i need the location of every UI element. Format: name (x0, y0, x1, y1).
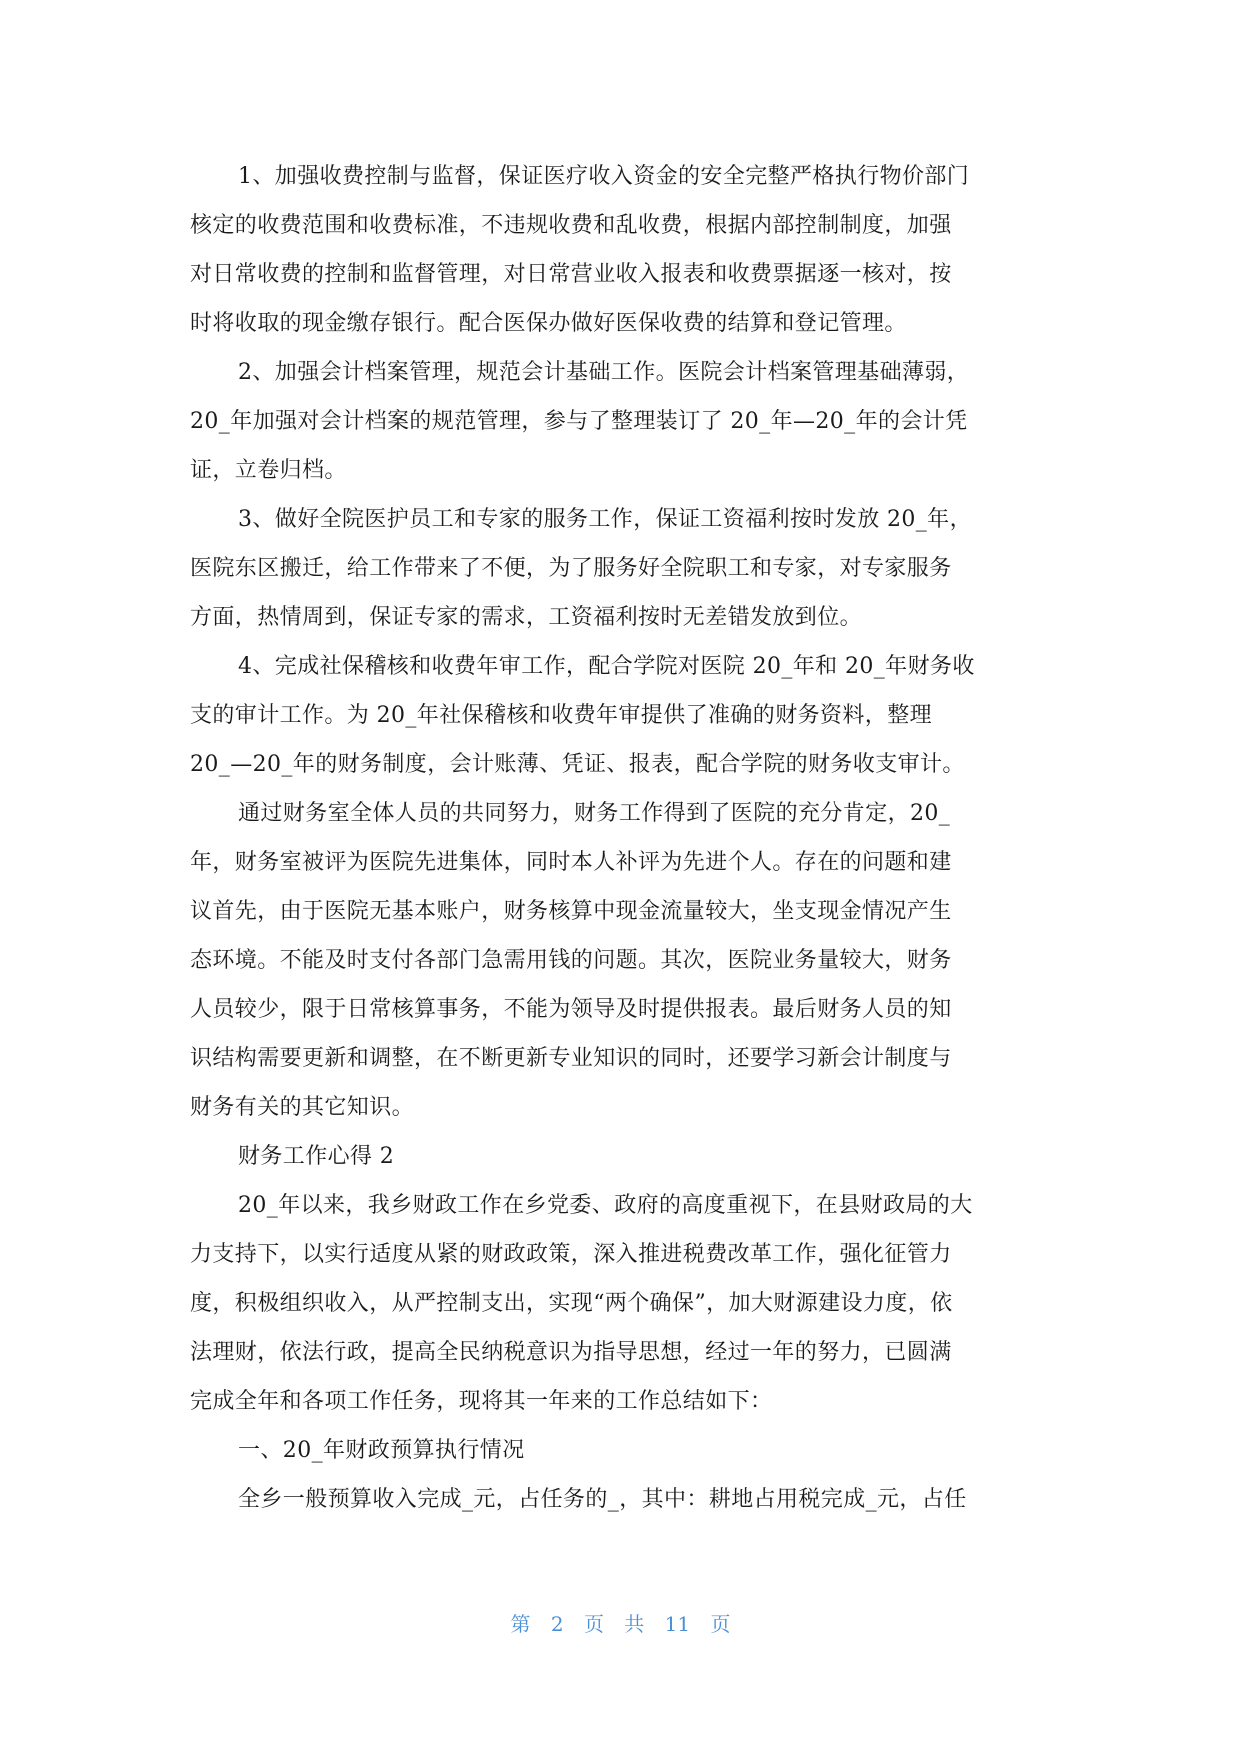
text-line: 时将收取的现金缴存银行。配合医保办做好医保收费的结算和登记管理。 (190, 311, 907, 336)
text-line: 1、加强收费控制与监督，保证医疗收入资金的安全完整严格执行物价部门 (238, 164, 970, 189)
text-line: 20_年加强对会计档案的规范管理，参与了整理装订了 20_年—20_年的会计凭 (190, 409, 968, 434)
text-line: 20_年以来，我乡财政工作在乡党委、政府的高度重视下，在县财政局的大 (238, 1193, 973, 1218)
text-line: 财务有关的其它知识。 (190, 1095, 415, 1120)
text-line: 态环境。不能及时支付各部门急需用钱的问题。其次，医院业务量较大，财务 (190, 948, 952, 973)
text-line: 医院东区搬迁，给工作带来了不便，为了服务好全院职工和专家，对专家服务 (190, 556, 952, 581)
text-line: 3、做好全院医护员工和专家的服务工作，保证工资福利按时发放 20_年， (238, 507, 972, 532)
text-line: 20_—20_年的财务制度，会计账薄、凭证、报表，配合学院的财务收支审计。 (190, 752, 965, 777)
text-line: 识结构需要更新和调整，在不断更新专业知识的同时，还要学习新会计制度与 (190, 1046, 952, 1071)
text-line: 完成全年和各项工作任务，现将其一年来的工作总结如下： (190, 1389, 773, 1414)
page-number-footer: 第 2 页 共 11 页 (510, 1612, 731, 1636)
text-line: 支的审计工作。为 20_年社保稽核和收费年审提供了准确的财务资料，整理 (190, 703, 932, 728)
text-line: 证，立卷归档。 (190, 458, 347, 483)
document-body (190, 152, 1050, 1524)
text-line: 度，积极组织收入，从严控制支出，实现“两个确保”，加大财源建设力度，依 (190, 1291, 953, 1316)
text-line: 2、加强会计档案管理，规范会计基础工作。医院会计档案管理基础薄弱， (238, 360, 970, 385)
text-line: 4、完成社保稽核和收费年审工作，配合学院对医院 20_年和 20_年财务收 (238, 654, 975, 679)
text-line: 人员较少，限于日常核算事务，不能为领导及时提供报表。最后财务人员的知 (190, 997, 952, 1022)
text-line: 对日常收费的控制和监督管理，对日常营业收入报表和收费票据逐一核对，按 (190, 262, 952, 287)
text-line: 通过财务室全体人员的共同努力，财务工作得到了医院的充分肯定，20_ (238, 801, 951, 826)
text-line: 全乡一般预算收入完成_元，占任务的_，其中：耕地占用税完成_元，占任 (238, 1487, 967, 1512)
text-line: 财务工作心得 2 (238, 1144, 395, 1169)
text-line: 法理财，依法行政，提高全民纳税意识为指导思想，经过一年的努力，已圆满 (190, 1340, 952, 1365)
text-line: 方面，热情周到，保证专家的需求，工资福利按时无差错发放到位。 (190, 605, 863, 630)
text-line: 力支持下，以实行适度从紧的财政政策，深入推进税费改革工作，强化征管力 (190, 1242, 952, 1267)
text-line: 年，财务室被评为医院先进集体，同时本人补评为先进个人。存在的问题和建 (190, 850, 952, 875)
text-line: 一、20_年财政预算执行情况 (238, 1438, 525, 1463)
text-line: 核定的收费范围和收费标准，不违规收费和乱收费，根据内部控制制度，加强 (190, 213, 952, 238)
text-line: 议首先，由于医院无基本账户，财务核算中现金流量较大，坐支现金情况产生 (190, 899, 952, 924)
